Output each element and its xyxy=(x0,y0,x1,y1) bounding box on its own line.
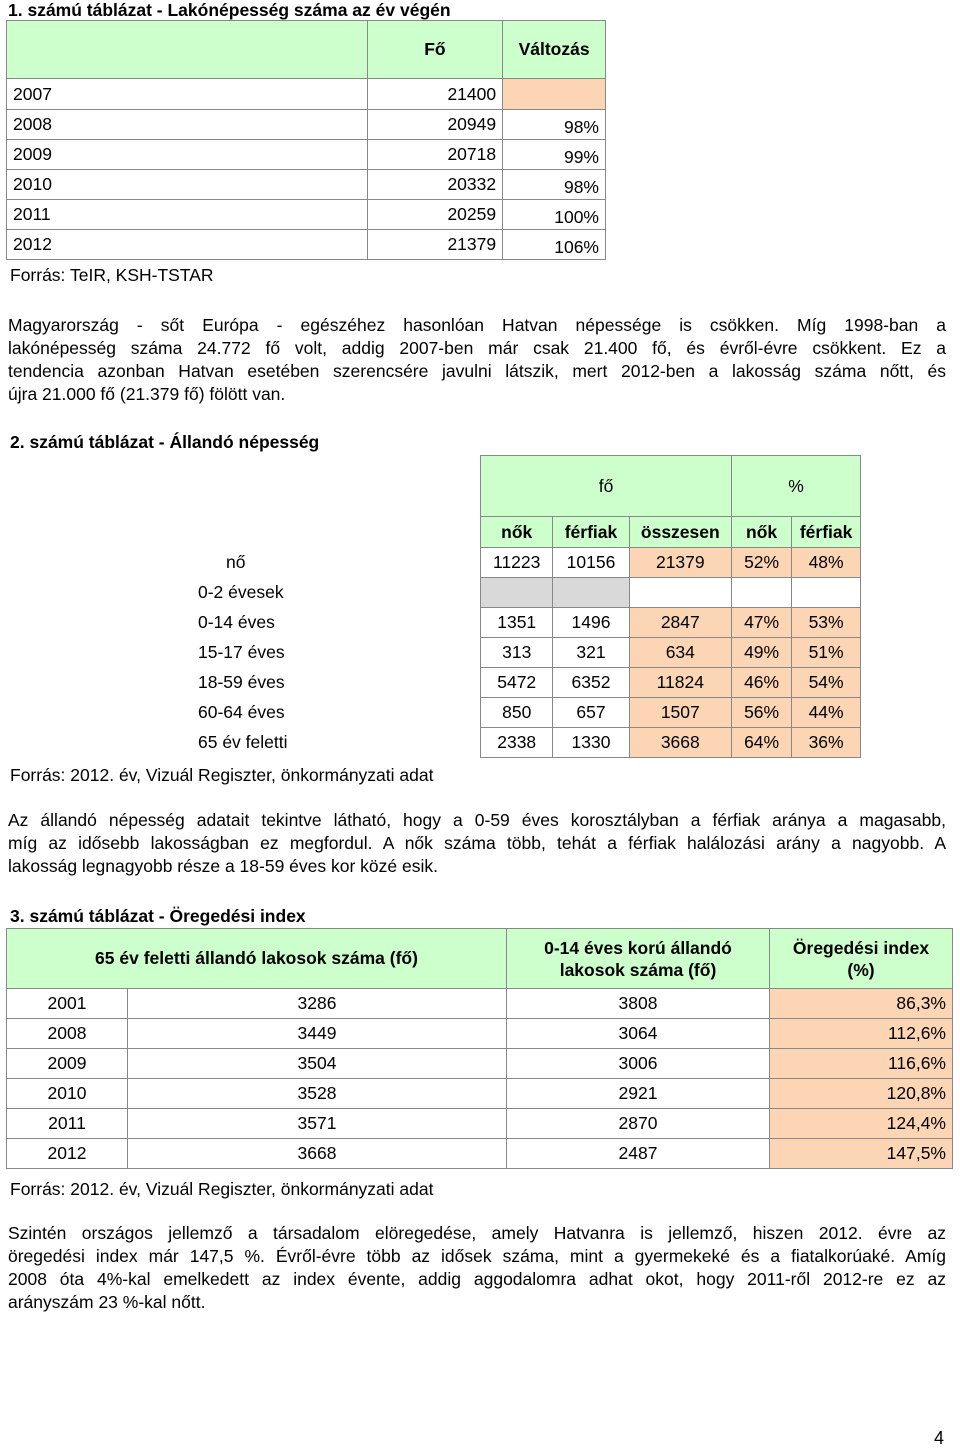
change-cell xyxy=(503,79,606,110)
table3-title: 3. számú táblázat - Öregedési index xyxy=(10,906,306,926)
subheader-cell: nők xyxy=(481,517,553,548)
row-label: 0-2 évesek xyxy=(198,582,284,602)
table2-header-fo: fő xyxy=(481,456,732,517)
index-cell: 147,5% xyxy=(770,1139,953,1169)
value-cell: 3668 xyxy=(629,728,731,758)
index-cell: 120,8% xyxy=(770,1079,953,1109)
table-row xyxy=(7,170,606,200)
value-cell: 11223 xyxy=(481,548,553,578)
index-cell: 112,6% xyxy=(770,1019,953,1049)
table1-header-valtozas: Változás xyxy=(503,21,606,79)
subheader-cell: összesen xyxy=(629,517,731,548)
header-line: (%) xyxy=(847,959,875,980)
change-cell: 100% xyxy=(503,200,606,230)
table1-source: Forrás: TeIR, KSH-TSTAR xyxy=(10,265,214,285)
table2-title: 2. számú táblázat - Állandó népesség xyxy=(10,432,320,452)
change-cell: 106% xyxy=(503,230,606,260)
year-cell: 2009 xyxy=(7,140,368,170)
table-row xyxy=(190,548,861,578)
value-cell: 850 xyxy=(481,698,553,728)
table2-empty xyxy=(190,517,481,548)
value-cell xyxy=(792,578,861,608)
year-cell: 2007 xyxy=(7,79,368,110)
table2-empty-corner xyxy=(190,456,481,517)
value-cell: 1351 xyxy=(481,608,553,638)
value-cell: 10156 xyxy=(553,548,629,578)
paragraph-line: öregedési index már 147,5 %. Évről-évre több az idősek száma, mint a gyermekeké és a fiatalkorúaké. Amíg xyxy=(8,1246,946,1266)
row-label: 15-17 éves xyxy=(198,642,285,662)
value-cell: 6352 xyxy=(553,668,629,698)
year-cell: 2010 xyxy=(7,1079,128,1109)
paragraph-line: Szintén országos jellemző a társadalom elöregedése, amely Hatvanra is jellemző, hiszen 2012. évre az xyxy=(8,1223,946,1243)
value-cell: 3528 xyxy=(128,1079,507,1109)
row-label: 18-59 éves xyxy=(198,672,285,692)
year-cell: 2009 xyxy=(7,1049,128,1079)
value-cell: 20259 xyxy=(367,200,502,230)
table-row xyxy=(7,1109,953,1139)
table-row xyxy=(7,1079,953,1109)
row-label: nő xyxy=(226,552,246,572)
paragraph-line: Magyarország - sőt Európa - egészéhez hasonlóan Hatvan népessége is csökken. Míg 1998-ban a xyxy=(8,315,946,335)
value-cell: 3006 xyxy=(507,1049,770,1079)
paragraph-line: lakosság legnagyobb része a 18-59 éves kor közé esik. xyxy=(8,856,438,876)
header-line: 0-14 éves korú állandó xyxy=(544,937,732,958)
value-cell: 2847 xyxy=(629,608,731,638)
value-cell: 2487 xyxy=(507,1139,770,1169)
value-cell: 54% xyxy=(792,668,861,698)
paragraph-line: tendencia azonban Hatvan esetében szerencsére javulni látszik, mert 2012-ben a lakosság száma nőtt, és xyxy=(8,361,946,381)
value-cell: 1496 xyxy=(553,608,629,638)
header-line: Öregedési index xyxy=(792,937,930,958)
value-cell: 3064 xyxy=(507,1019,770,1049)
year-cell: 2012 xyxy=(7,1139,128,1169)
value-cell: 44% xyxy=(792,698,861,728)
table-row xyxy=(7,1049,953,1079)
value-cell: 21379 xyxy=(629,548,731,578)
page-number: 4 xyxy=(934,1428,945,1448)
value-cell: 2921 xyxy=(507,1079,770,1109)
table1-corner xyxy=(7,21,368,79)
index-cell: 116,6% xyxy=(770,1049,953,1079)
paragraph-line: míg az idősebb lakosságban ez megfordul. A nők száma több, tehát a férfiak halálozási arány a nagyobb. A xyxy=(8,833,946,853)
paragraph-line: lakónépesség száma 24.772 fő volt, addig 2007-ben már csak 21.400 fő, és évről-évre csökkent. Ez a xyxy=(8,338,946,358)
table-row xyxy=(190,728,861,758)
subheader-cell: nők xyxy=(731,517,791,548)
table-row xyxy=(7,200,606,230)
subheader-cell: férfiak xyxy=(792,517,861,548)
value-cell: 2870 xyxy=(507,1109,770,1139)
subheader-cell: férfiak xyxy=(553,517,629,548)
paragraph-3 xyxy=(8,1222,946,1314)
table2-source: Forrás: 2012. év, Vizuál Regiszter, önkormányzati adat xyxy=(10,765,434,785)
paragraph-2 xyxy=(8,809,946,878)
table-row xyxy=(190,578,861,608)
year-cell: 2001 xyxy=(7,989,128,1019)
value-cell: 3286 xyxy=(128,989,507,1019)
value-cell: 321 xyxy=(553,638,629,668)
value-cell: 3808 xyxy=(507,989,770,1019)
row-label: 60-64 éves xyxy=(198,702,285,722)
table-row xyxy=(190,638,861,668)
value-cell: 21379 xyxy=(367,230,502,260)
row-label: 0-14 éves xyxy=(198,612,275,632)
value-cell: 36% xyxy=(792,728,861,758)
value-cell: 56% xyxy=(731,698,791,728)
value-cell: 1330 xyxy=(553,728,629,758)
value-cell: 20332 xyxy=(367,170,502,200)
value-cell: 3504 xyxy=(128,1049,507,1079)
table1-title: 1. számú táblázat - Lakónépesség száma az év végén xyxy=(8,0,451,20)
year-cell: 2011 xyxy=(7,200,368,230)
table2-header-pct: % xyxy=(731,456,860,517)
value-cell: 11824 xyxy=(629,668,731,698)
value-cell xyxy=(629,578,731,608)
value-cell xyxy=(481,578,553,608)
year-cell: 2008 xyxy=(7,110,368,140)
table1-header-fo: Fő xyxy=(367,21,502,79)
table-row xyxy=(7,1139,953,1169)
table3-header-over65: 65 év feletti állandó lakosok száma (fő) xyxy=(7,929,507,989)
value-cell: 313 xyxy=(481,638,553,668)
year-cell: 2008 xyxy=(7,1019,128,1049)
year-cell: 2010 xyxy=(7,170,368,200)
table3 xyxy=(6,928,953,1169)
value-cell xyxy=(553,578,629,608)
paragraph-line: arányszám 23 %-kal nőtt. xyxy=(8,1292,206,1312)
year-cell: 2012 xyxy=(7,230,368,260)
table-row xyxy=(190,698,861,728)
paragraph-line: Az állandó népesség adatait tekintve látható, hogy a 0-59 éves korosztályban a férfiak aránya a magasabb, xyxy=(8,810,946,830)
table-row xyxy=(7,230,606,260)
table-row xyxy=(7,1019,953,1049)
value-cell: 634 xyxy=(629,638,731,668)
value-cell: 46% xyxy=(731,668,791,698)
value-cell: 2338 xyxy=(481,728,553,758)
table3-header-0-14 xyxy=(507,929,770,989)
table-row xyxy=(7,140,606,170)
year-cell: 2011 xyxy=(7,1109,128,1139)
value-cell: 51% xyxy=(792,638,861,668)
value-cell xyxy=(731,578,791,608)
value-cell: 1507 xyxy=(629,698,731,728)
value-cell: 5472 xyxy=(481,668,553,698)
table2 xyxy=(190,455,861,758)
change-cell: 99% xyxy=(503,140,606,170)
value-cell: 47% xyxy=(731,608,791,638)
table-row xyxy=(7,110,606,140)
value-cell: 3571 xyxy=(128,1109,507,1139)
value-cell: 48% xyxy=(792,548,861,578)
table-row xyxy=(190,668,861,698)
value-cell: 20718 xyxy=(367,140,502,170)
paragraph-line: 2008 óta 4%-kal emelkedett az index évente, addig aggodalomra adhat okot, hogy 2011-ről 2012-re ez az xyxy=(8,1269,946,1289)
change-cell: 98% xyxy=(503,170,606,200)
table1 xyxy=(6,20,606,260)
table3-source: Forrás: 2012. év, Vizuál Regiszter, önkormányzati adat xyxy=(10,1179,434,1199)
table-row xyxy=(190,608,861,638)
value-cell: 52% xyxy=(731,548,791,578)
table3-header-index xyxy=(770,929,953,989)
value-cell: 657 xyxy=(553,698,629,728)
value-cell: 3449 xyxy=(128,1019,507,1049)
value-cell: 3668 xyxy=(128,1139,507,1169)
value-cell: 21400 xyxy=(367,79,502,110)
value-cell: 20949 xyxy=(367,110,502,140)
value-cell: 49% xyxy=(731,638,791,668)
value-cell: 64% xyxy=(731,728,791,758)
row-label: 65 év feletti xyxy=(198,732,288,752)
index-cell: 86,3% xyxy=(770,989,953,1019)
index-cell: 124,4% xyxy=(770,1109,953,1139)
header-line: lakosok száma (fő) xyxy=(559,959,717,980)
table-row xyxy=(7,989,953,1019)
value-cell: 53% xyxy=(792,608,861,638)
table-row xyxy=(7,79,606,110)
change-cell: 98% xyxy=(503,110,606,140)
paragraph-1 xyxy=(8,314,946,406)
paragraph-line: újra 21.000 fő (21.379 fő) fölött van. xyxy=(8,384,286,404)
